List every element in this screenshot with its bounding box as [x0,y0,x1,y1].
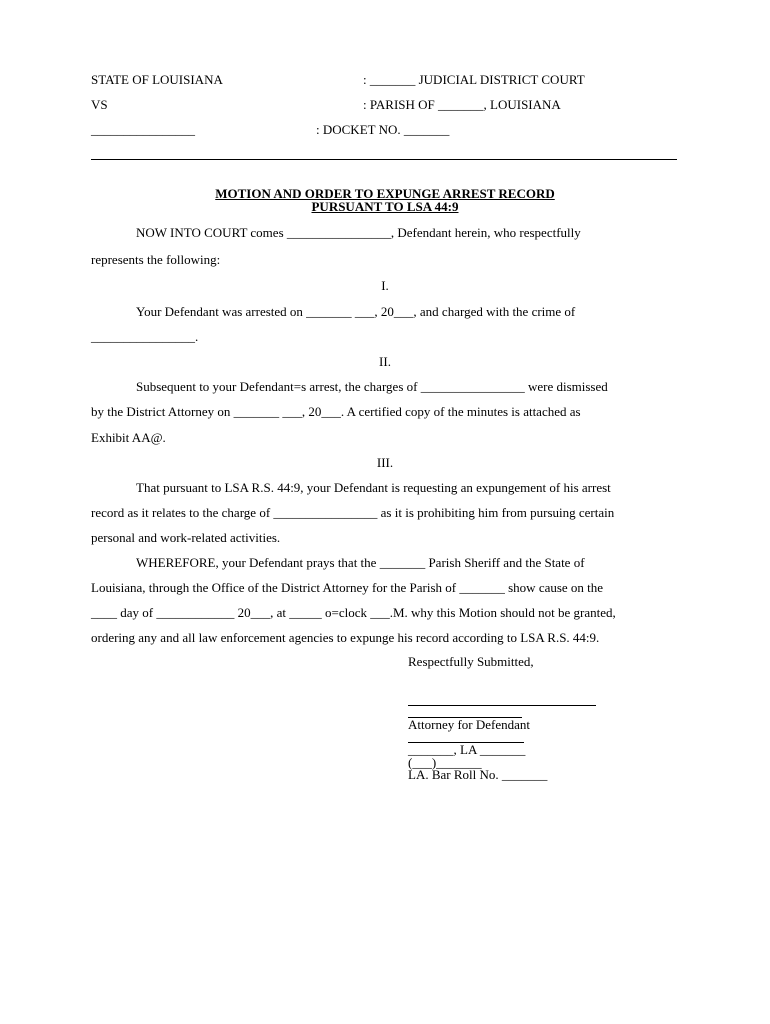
intro-line2: represents the following: [91,252,221,267]
caption-divider [91,159,677,160]
section3-line2: record as it relates to the charge of ________________ as it is prohibiting him from pursuing certain [91,505,615,520]
section1-line1: Your Defendant was arrested on _______ ___, 20___, and charged with the crime of [136,304,576,319]
wherefore-line2: Louisiana, through the Office of the District Attorney for the Parish of _______ show cause on the [91,580,604,595]
section-number-1: I. [381,278,389,293]
caption-vs: VS [91,97,108,112]
section3-line1: That pursuant to LSA R.S. 44:9, your Defendant is requesting an expungement of his arrest [136,480,611,495]
section2-line1: Subsequent to your Defendant=s arrest, the charges of ________________ were dismissed [136,379,608,394]
phone-number: (___)_______ [408,755,482,770]
caption-court: : _______ JUDICIAL DISTRICT COURT [363,72,585,87]
bar-roll-number: LA. Bar Roll No. _______ [408,767,548,782]
caption-parish: : PARISH OF _______, LOUISIANA [363,97,561,112]
caption-docket: : DOCKET NO. _______ [316,122,450,137]
document-title-line1: MOTION AND ORDER TO EXPUNGE ARREST RECORD [215,186,555,201]
section-number-2: II. [379,354,391,369]
section1-line2: ________________. [91,329,199,344]
section2-line2: by the District Attorney on _______ ___, 20___. A certified copy of the minutes is attached as [91,404,581,419]
section3-line3: personal and work-related activities. [91,530,281,545]
attorney-for-defendant: Attorney for Defendant [408,717,531,732]
caption-defendant-blank: ________________ [91,122,195,137]
caption-state: STATE OF LOUISIANA [91,72,223,87]
section2-line3: Exhibit AA@. [91,430,166,445]
wherefore-line4: ordering any and all law enforcement agencies to expunge his record according to LSA R.S. 44:9. [91,630,600,645]
section-number-3: III. [376,455,394,470]
wherefore-line3: ____ day of ____________ 20___, at _____ o=clock ___.M. why this Motion should not be granted, [91,605,616,620]
respectfully-submitted: Respectfully Submitted, [408,654,534,669]
intro-line1: NOW INTO COURT comes ________________, Defendant herein, who respectfully [136,225,581,240]
signature-line [408,705,596,706]
wherefore-line1: WHEREFORE, your Defendant prays that the _______ Parish Sheriff and the State of [136,555,585,570]
document-title-line2: PURSUANT TO LSA 44:9 [311,199,459,214]
address-city-state-zip: _______, LA _______ [408,742,526,757]
